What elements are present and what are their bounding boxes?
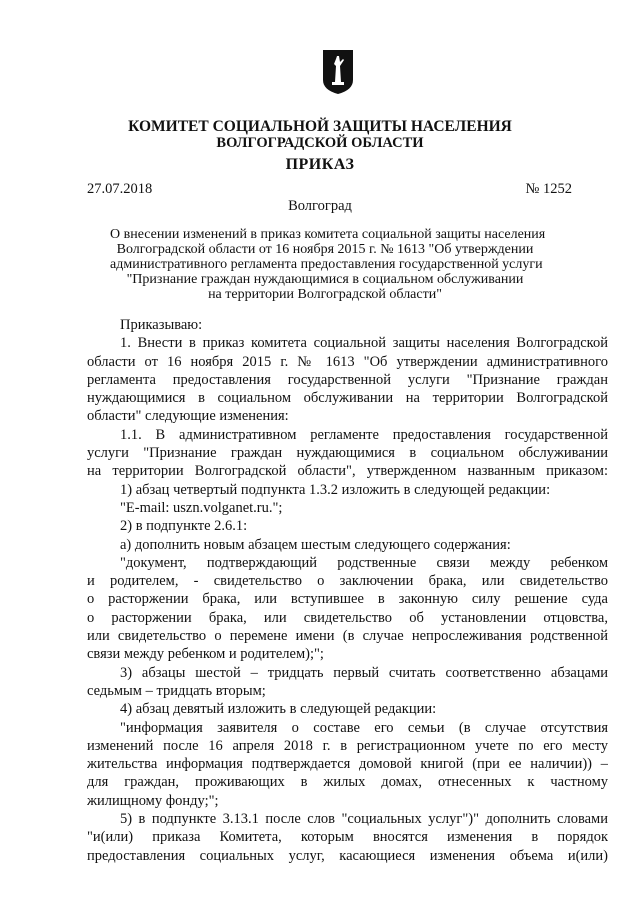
body-line: услуги "Признание граждан нуждающимися в социальном обслуживании bbox=[87, 445, 608, 462]
volgograd-emblem-icon bbox=[323, 50, 353, 94]
document-type: ПРИКАЗ bbox=[285, 156, 355, 173]
body-line: жительства информация подтверждается домовой книгой (при ее наличии)) – bbox=[87, 756, 608, 773]
body-line: 1) абзац четвертый подпункта 1.3.2 изложить в следующей редакции: bbox=[120, 481, 551, 498]
body-line: 4) абзац девятый изложить в следующей редакции: bbox=[120, 701, 437, 718]
subject-line: "Признание граждан нуждающимися в социальном обслуживании bbox=[126, 272, 524, 287]
subject-line: Волгоградской области от 16 ноября 2015 г. № 1613 "Об утверждении bbox=[116, 242, 534, 257]
body-line: о расторжении брака, или вступившее в законную силу решение суда bbox=[87, 591, 608, 608]
body-line: или свидетельство о перемене имени (в случае непрослеживания родственной bbox=[87, 628, 608, 645]
body-line: 1. Внести в приказ комитета социальной защиты населения Волгоградской bbox=[120, 335, 608, 352]
document-subject bbox=[110, 227, 546, 302]
body-line: "информация заявителя о составе его семьи (в случае отсутствия bbox=[120, 719, 608, 736]
document-body bbox=[87, 316, 608, 865]
body-line: о расторжении брака, или свидетельство об установлении отцовства, bbox=[87, 609, 608, 626]
body-line: 2) в подпункте 2.6.1: bbox=[120, 518, 248, 535]
body-line: нуждающимися в социальном обслуживании на территории Волгоградской bbox=[87, 390, 608, 407]
body-line: и родителем, - свидетельство о заключении брака, или свидетельство bbox=[87, 573, 608, 590]
body-line: предоставления социальных услуг, касающиеся изменения объема и(или) bbox=[87, 847, 608, 864]
document-date: 27.07.2018 bbox=[87, 181, 153, 197]
body-line: а) дополнить новым абзацем шестым следующего содержания: bbox=[120, 536, 511, 553]
subject-line: О внесении изменений в приказ комитета социальной защиты населения bbox=[110, 227, 546, 242]
body-line: регламента предоставления государственной услуги "Признание граждан bbox=[87, 371, 608, 388]
body-line: 1.1. В административном регламенте предоставления государственной bbox=[120, 426, 608, 443]
body-line: области от 16 ноября 2015 г. № 1613 "Об утверждении административного bbox=[87, 353, 608, 370]
body-line: "документ, подтверждающий родственные связи между ребенком bbox=[120, 554, 608, 571]
body-line: жилищному фонду;"; bbox=[87, 792, 219, 809]
document-city: Волгоград bbox=[288, 198, 352, 214]
body-line: "E-mail: uszn.volganet.ru."; bbox=[120, 499, 283, 516]
body-line: 5) в подпункте 3.13.1 после слов "социальных услуг")" дополнить словами bbox=[120, 811, 608, 828]
subject-line: административного регламента предоставления государственной услуги bbox=[110, 257, 543, 272]
body-line: для граждан, проживающих в жилых домах, отнесенных к частному bbox=[87, 774, 608, 791]
org-name-line1: КОМИТЕТ СОЦИАЛЬНОЙ ЗАЩИТЫ НАСЕЛЕНИЯ bbox=[128, 118, 512, 135]
subject-line: на территории Волгоградской области" bbox=[208, 287, 442, 302]
org-name-line2: ВОЛГОГРАДСКОЙ ОБЛАСТИ bbox=[216, 135, 424, 151]
body-line: 3) абзацы шестой – тридцать первый считать соответственно абзацами bbox=[120, 664, 608, 681]
body-line: седьмым – тридцать вторым; bbox=[87, 682, 266, 699]
document-number: № 1252 bbox=[525, 181, 572, 197]
body-line: области" следующие изменения: bbox=[87, 408, 289, 425]
body-line: "и(или) приказа Комитета, которым вносятся изменения в порядок bbox=[87, 829, 608, 846]
body-line: изменений после 16 апреля 2018 г. в регистрационном учете по его месту bbox=[87, 737, 608, 754]
body-line: связи между ребенком и родителем);"; bbox=[87, 646, 324, 663]
body-line: на территории Волгоградской области", утвержденном названным приказом: bbox=[87, 463, 608, 480]
body-line: Приказываю: bbox=[120, 317, 203, 333]
